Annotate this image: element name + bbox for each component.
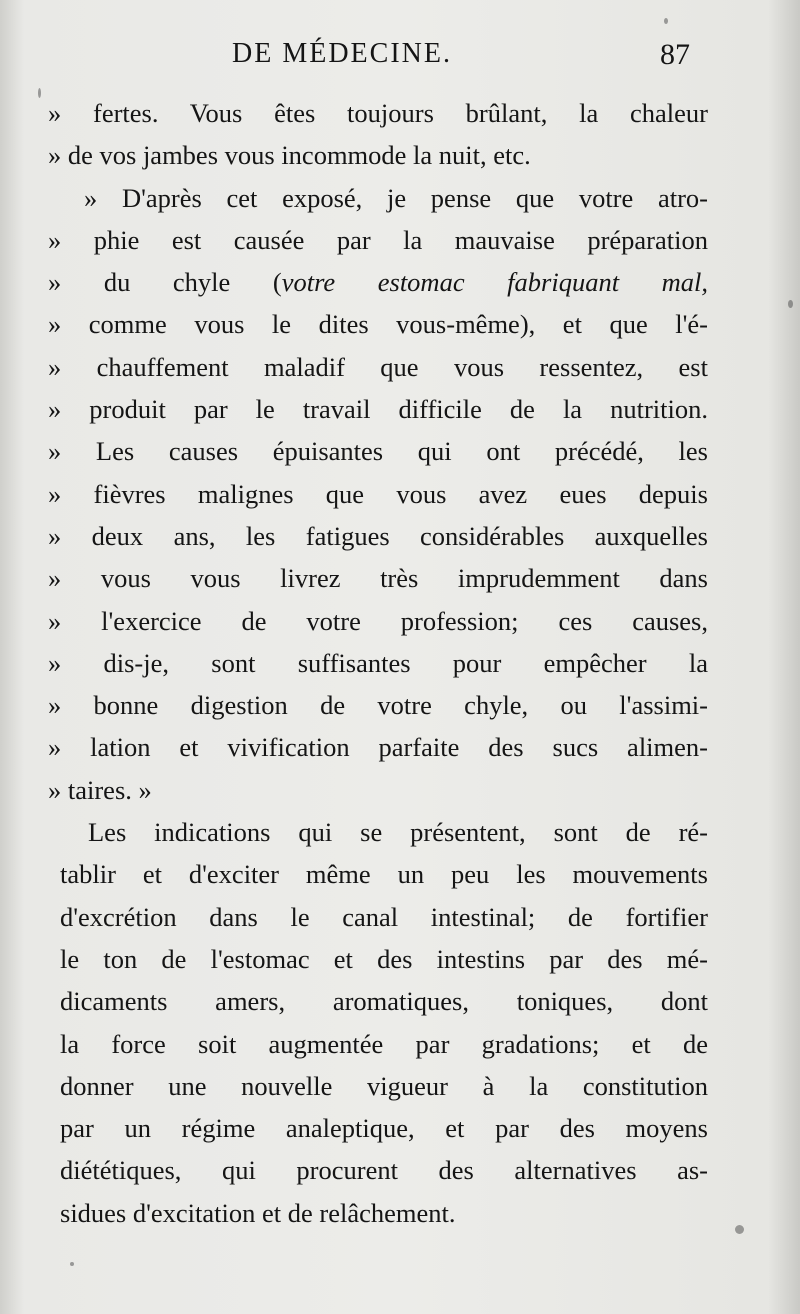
paper-speck: [70, 1262, 74, 1266]
text-line: la force soit augmentée par gradations; et de: [60, 1028, 708, 1059]
text-line: dicaments amers, aromatiques, toniques, dont: [60, 986, 708, 1017]
text-line: » vous vous livrez très imprudemment dans: [48, 563, 708, 594]
text-line: le ton de l'estomac et des intestins par des mé-: [60, 943, 708, 974]
text-line: par un régime analeptique, et par des moyens: [60, 1113, 708, 1144]
text-line: d'excrétion dans le canal intestinal; de fortifier: [60, 901, 708, 932]
text-line: » phie est causée par la mauvaise préparation: [48, 224, 708, 255]
text-line: donner une nouvelle vigueur à la constitution: [60, 1070, 708, 1101]
page-number: 87: [660, 38, 690, 71]
text-line: » fièvres malignes que vous avez eues depuis: [48, 478, 708, 509]
page-header: [0, 38, 800, 82]
text-line: » lation et vivification parfaite des sucs alimen-: [48, 732, 708, 763]
paper-speck: [664, 18, 668, 24]
text-line: » bonne digestion de votre chyle, ou l'assimi-: [48, 690, 708, 721]
text-line: » produit par le travail difficile de la nutrition.: [48, 394, 708, 425]
text-line: » l'exercice de votre profession; ces causes,: [48, 605, 708, 636]
text-line: » comme vous le dites vous-même), et que l'é-: [48, 309, 708, 340]
text-line-with-italic: [48, 261, 708, 303]
text-line: » deux ans, les fatigues considérables auxquelles: [48, 520, 708, 551]
text-line: » dis-je, sont suffisantes pour empêcher la: [48, 647, 708, 678]
text-line: » taires. »: [48, 774, 152, 805]
text-line: » chauffement maladif que vous ressentez, est: [48, 351, 708, 382]
text-line: » fertes. Vous êtes toujours brûlant, la chaleur: [48, 98, 708, 128]
running-title: DE MÉDECINE.: [232, 38, 452, 69]
paper-speck: [38, 88, 41, 98]
text-line: Les indications qui se présentent, sont de ré-: [88, 817, 708, 848]
text-fragment: » du chyle (: [48, 267, 282, 298]
paper-speck: [735, 1225, 744, 1234]
text-line: » de vos jambes vous incommode la nuit, etc.: [48, 140, 531, 171]
text-line: » Les causes épuisantes qui ont précédé, les: [48, 436, 708, 467]
text-line: » D'après cet exposé, je pense que votre atro-: [84, 182, 708, 213]
italic-phrase: votre estomac fabriquant mal,: [281, 267, 709, 298]
text-line: sidues d'excitation et de relâchement.: [60, 1197, 456, 1228]
text-line: tablir et d'exciter même un peu les mouvements: [60, 859, 708, 890]
body-text: [48, 92, 708, 1234]
paper-speck: [788, 300, 793, 308]
text-line: diététiques, qui procurent des alternatives as-: [60, 1155, 708, 1186]
